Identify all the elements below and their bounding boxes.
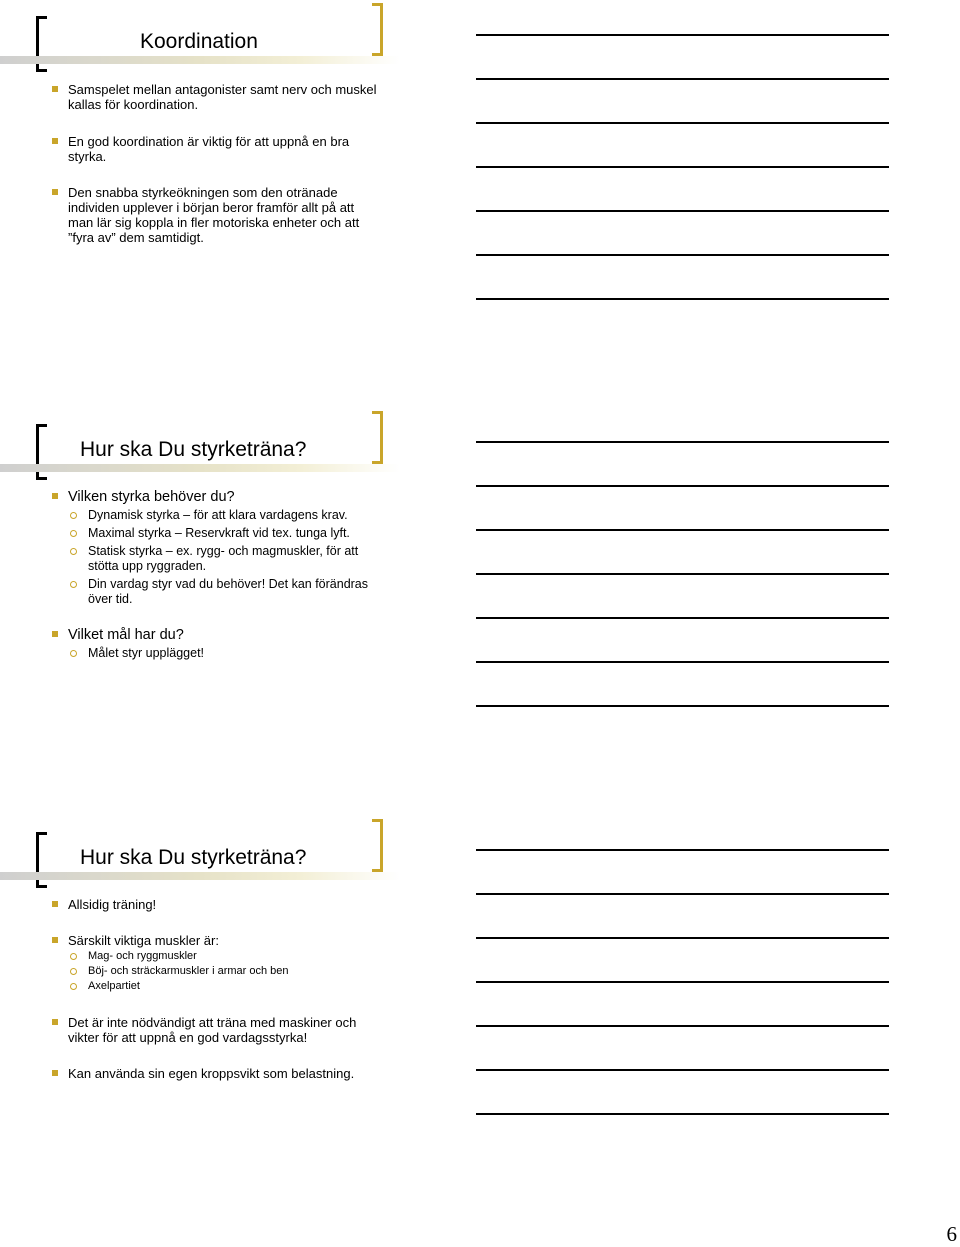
slide-content bbox=[52, 489, 382, 661]
sub-bullet-item bbox=[52, 646, 382, 661]
note-line bbox=[476, 166, 889, 168]
bullet-text: Kan använda sin egen kroppsvikt som belastning. bbox=[68, 1066, 355, 1081]
note-line bbox=[476, 1113, 889, 1115]
square-bullet-icon bbox=[52, 86, 58, 92]
square-bullet-icon bbox=[52, 1070, 58, 1076]
note-line bbox=[476, 1069, 889, 1071]
sub-bullet-item bbox=[52, 980, 382, 993]
section-heading: Vilken styrka behöver du? bbox=[68, 489, 235, 505]
note-line bbox=[476, 981, 889, 983]
right-bracket-decoration bbox=[372, 3, 383, 56]
ring-bullet-icon bbox=[70, 953, 77, 960]
square-bullet-icon bbox=[52, 937, 58, 943]
sub-bullet-text: Din vardag styr vad du behöver! Det kan förändras över tid. bbox=[88, 577, 369, 606]
square-bullet-icon bbox=[52, 631, 58, 637]
title-underline bbox=[0, 464, 400, 472]
right-bracket-decoration bbox=[372, 411, 383, 464]
slide-koordination bbox=[0, 0, 400, 380]
sub-bullet-item bbox=[52, 965, 382, 978]
bullet-item bbox=[52, 1015, 382, 1045]
note-line bbox=[476, 298, 889, 300]
sub-bullet-text: Statisk styrka – ex. rygg- och magmuskler, för att stötta upp ryggraden. bbox=[88, 544, 359, 573]
square-bullet-icon bbox=[52, 1019, 58, 1025]
slide-title: Hur ska Du styrketräna? bbox=[80, 438, 307, 461]
bullet-item bbox=[52, 489, 382, 505]
note-line bbox=[476, 705, 889, 707]
ring-bullet-icon bbox=[70, 983, 77, 990]
section-heading: Vilket mål har du? bbox=[68, 627, 184, 643]
sub-bullet-item bbox=[52, 508, 382, 523]
slide-hur-ska-du-styrketrana-2 bbox=[0, 816, 400, 1196]
note-line bbox=[476, 573, 889, 575]
square-bullet-icon bbox=[52, 493, 58, 499]
bullet-item bbox=[52, 897, 382, 912]
note-line bbox=[476, 529, 889, 531]
bullet-item bbox=[52, 627, 382, 643]
note-line bbox=[476, 254, 889, 256]
note-line bbox=[476, 661, 889, 663]
ring-bullet-icon bbox=[70, 650, 77, 657]
note-line bbox=[476, 210, 889, 212]
sub-bullet-text: Mag- och ryggmuskler bbox=[88, 950, 197, 962]
sub-bullet-text: Böj- och sträckarmuskler i armar och ben bbox=[88, 965, 289, 977]
bullet-text: En god koordination är viktig för att uppnå en bra styrka. bbox=[68, 134, 350, 164]
slide-content bbox=[52, 897, 382, 1081]
note-line bbox=[476, 78, 889, 80]
note-line bbox=[476, 1025, 889, 1027]
bullet-item bbox=[52, 1066, 382, 1081]
note-line bbox=[476, 122, 889, 124]
note-line bbox=[476, 485, 889, 487]
sub-bullet-text: Axelpartiet bbox=[88, 980, 140, 992]
bullet-item bbox=[52, 134, 382, 164]
ring-bullet-icon bbox=[70, 968, 77, 975]
note-line bbox=[476, 849, 889, 851]
square-bullet-icon bbox=[52, 189, 58, 195]
sub-bullet-text: Målet styr upplägget! bbox=[88, 646, 205, 660]
sub-bullet-item bbox=[52, 544, 382, 574]
bullet-item bbox=[52, 82, 382, 112]
square-bullet-icon bbox=[52, 901, 58, 907]
ring-bullet-icon bbox=[70, 548, 77, 555]
sub-bullet-text: Maximal styrka – Reservkraft vid tex. tunga lyft. bbox=[88, 526, 350, 540]
slide-title: Hur ska Du styrketräna? bbox=[80, 846, 307, 869]
note-line bbox=[476, 441, 889, 443]
bullet-item bbox=[52, 933, 382, 948]
right-bracket-decoration bbox=[372, 819, 383, 872]
note-line bbox=[476, 937, 889, 939]
slide-hur-ska-du-styrketrana-1 bbox=[0, 408, 400, 788]
title-underline bbox=[0, 872, 400, 880]
note-line bbox=[476, 893, 889, 895]
sub-bullet-item bbox=[52, 526, 382, 541]
ring-bullet-icon bbox=[70, 581, 77, 588]
note-line bbox=[476, 34, 889, 36]
slide-content bbox=[52, 82, 382, 245]
ring-bullet-icon bbox=[70, 512, 77, 519]
sub-bullet-item bbox=[52, 950, 382, 963]
ring-bullet-icon bbox=[70, 530, 77, 537]
sub-bullet-text: Dynamisk styrka – för att klara vardagens krav. bbox=[88, 508, 348, 522]
bullet-text: Allsidig träning! bbox=[68, 897, 157, 912]
note-line bbox=[476, 617, 889, 619]
bullet-text: Särskilt viktiga muskler är: bbox=[68, 933, 219, 948]
page-number: 6 bbox=[946, 1222, 957, 1246]
bullet-text: Den snabba styrkeökningen som den otränade individen upplever i början beror framför allt på att man lär sig koppla in fler motoriska enheter och att ”fyra av” dem samtidigt. bbox=[68, 185, 360, 245]
bullet-item bbox=[52, 185, 382, 245]
title-underline bbox=[0, 56, 400, 64]
square-bullet-icon bbox=[52, 138, 58, 144]
slide-title: Koordination bbox=[140, 30, 258, 53]
sub-bullet-item bbox=[52, 577, 382, 607]
bullet-text: Samspelet mellan antagonister samt nerv och muskel kallas för koordination. bbox=[68, 82, 377, 112]
bullet-text: Det är inte nödvändigt att träna med maskiner och vikter för att uppnå en god vardagsstyrka! bbox=[68, 1015, 357, 1045]
